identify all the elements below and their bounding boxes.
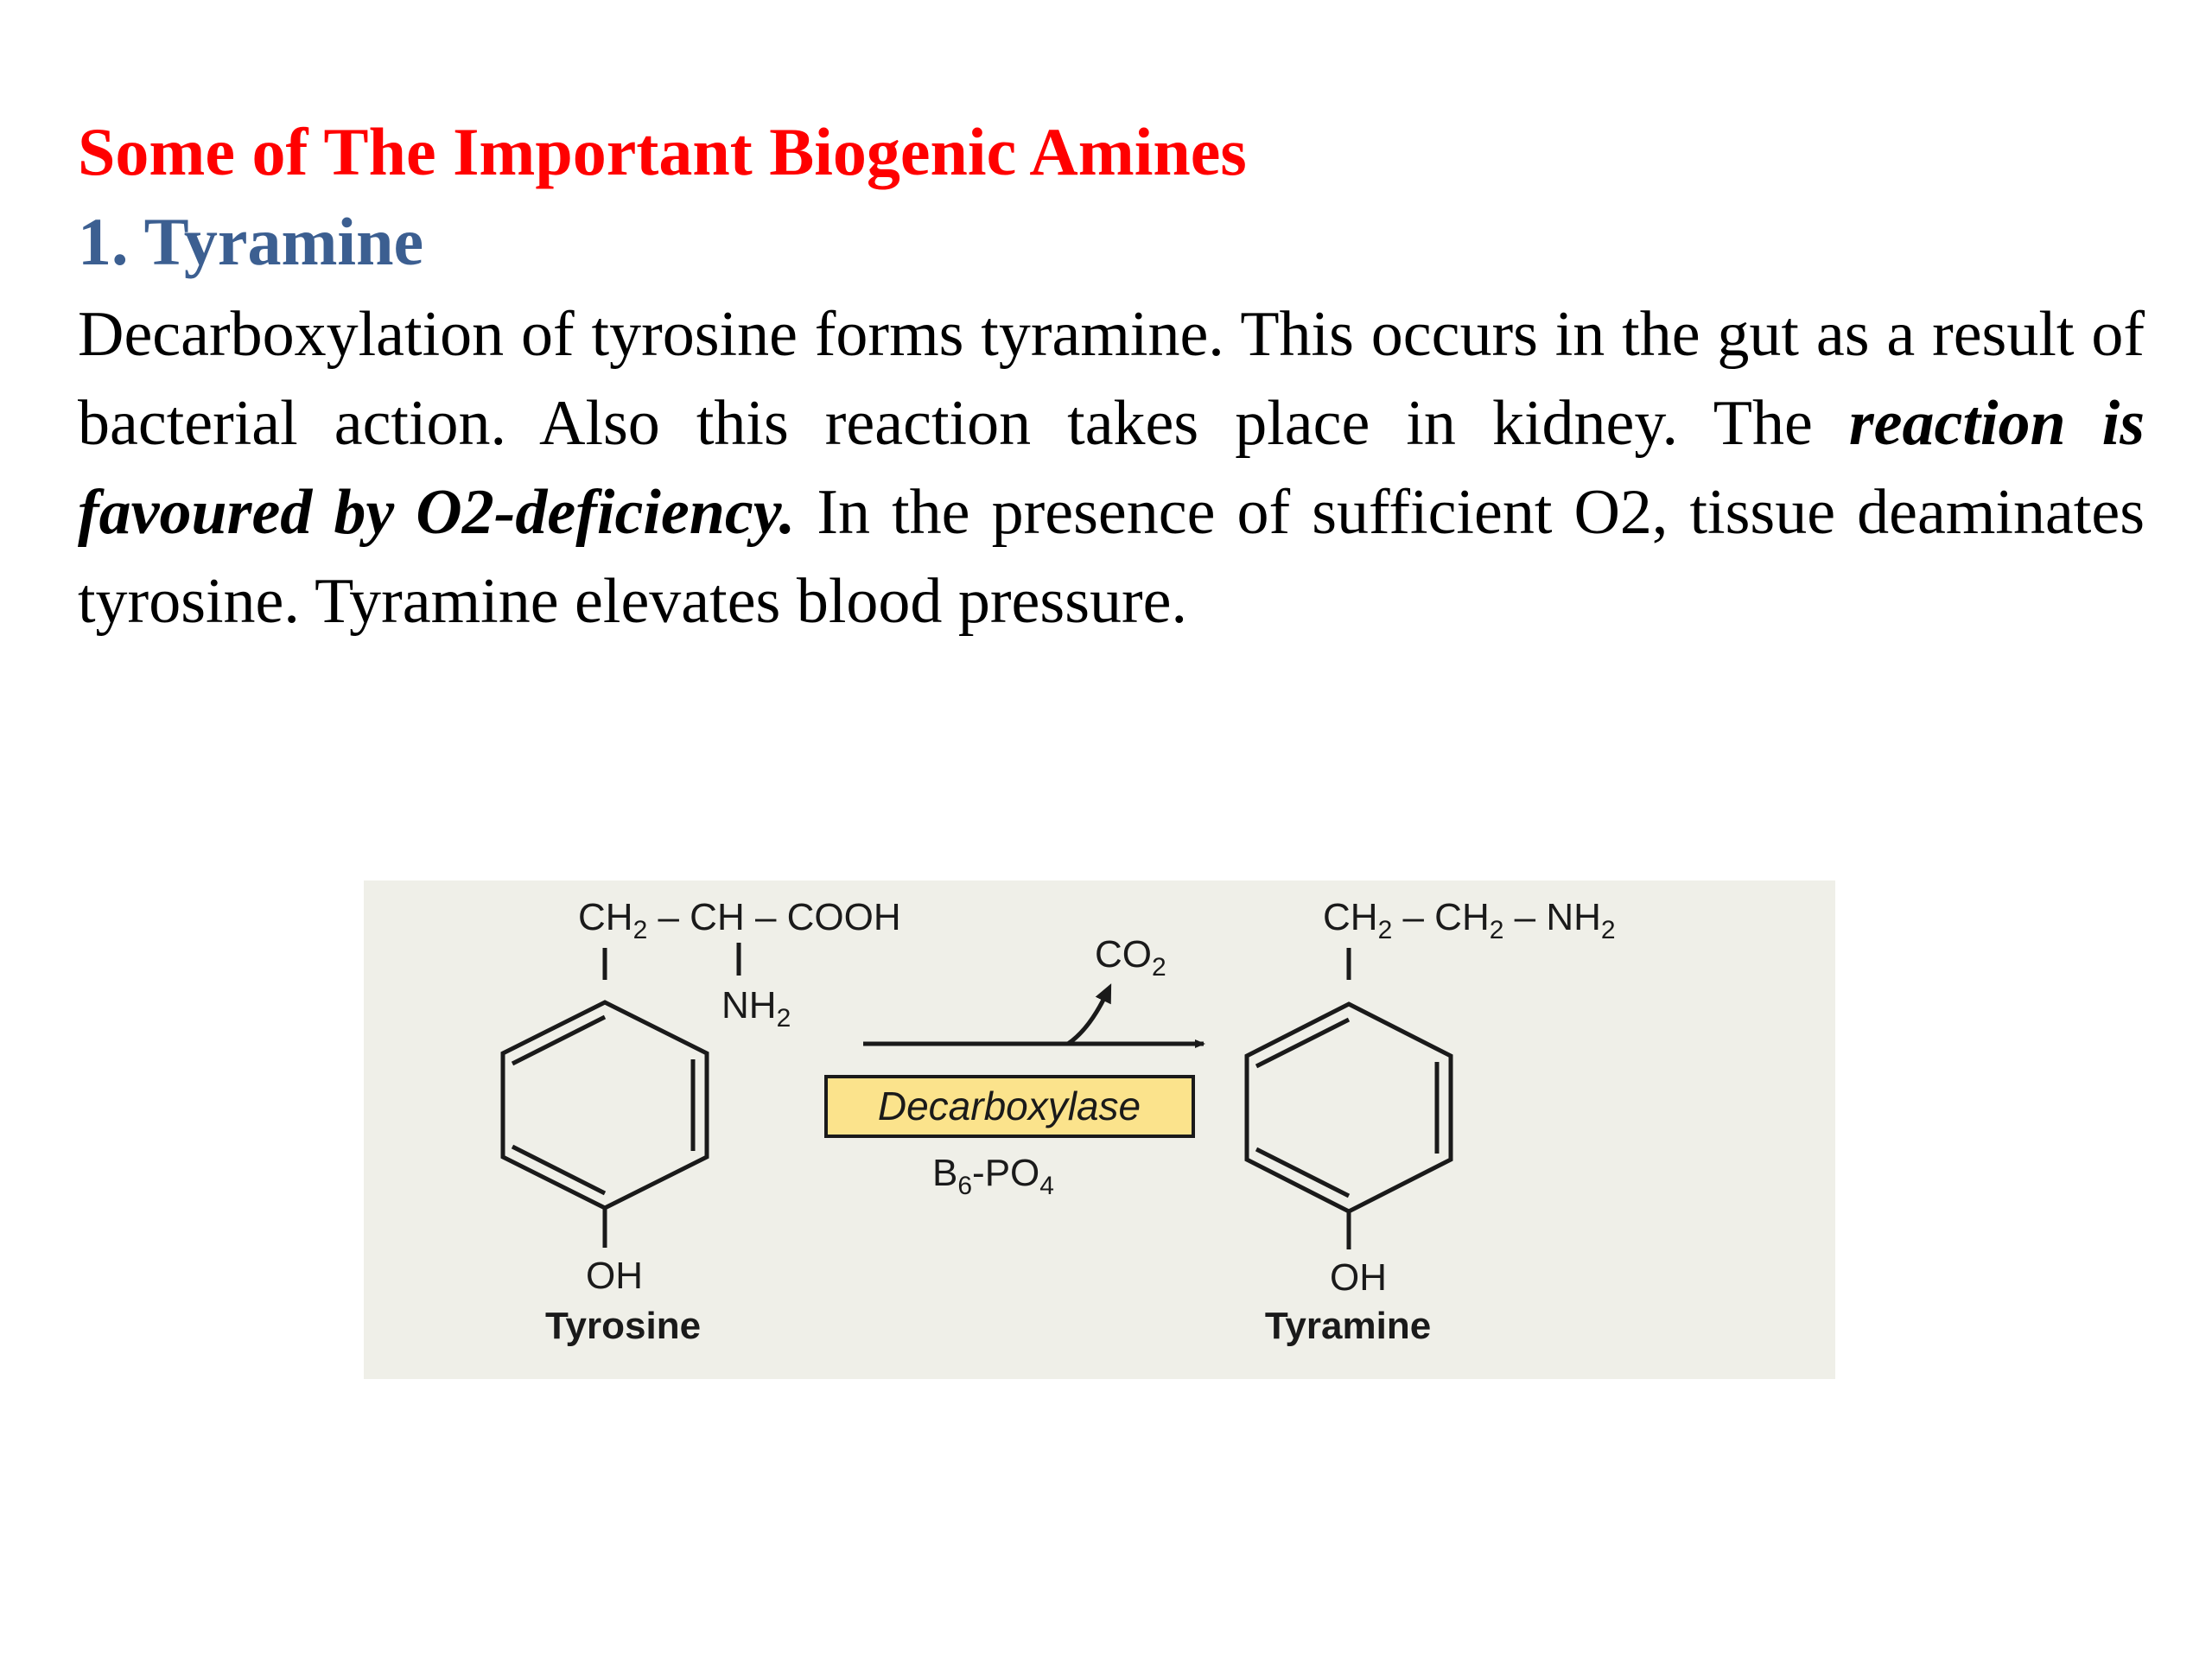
co2-byproduct: $CO_2$	[1095, 933, 1166, 982]
paragraph-text-part1: Decarboxylation of tyrosine forms tyramine. This occurs in the gut as a result of bacterial action. Also this reaction takes place in kidney. The	[78, 299, 2145, 459]
paragraph-emphasis: reaction is favoured by O2-deficiency.	[78, 388, 2145, 548]
tyramine-hydroxyl: OH	[1330, 1256, 1387, 1299]
enzyme-name: Decarboxylase	[877, 1084, 1141, 1128]
tyrosine-hydroxyl: OH	[586, 1255, 643, 1297]
body-paragraph	[78, 290, 2145, 646]
reaction-diagram-svg	[364, 880, 1835, 1379]
tyrosine-name: Tyrosine	[544, 1305, 702, 1347]
section-heading: 1. Tyramine	[78, 204, 424, 279]
tyrosine-benzene-ring	[503, 1002, 707, 1208]
tyramine-side-chain: $CH_2 - CH_2 - NH_2$	[1323, 896, 1616, 944]
tyrosine-side-chain: $CH_2$ – CH – COOH	[578, 896, 901, 944]
tyrosine-amino-group: $NH_2$	[721, 984, 791, 1033]
co2-release-arrow	[1068, 993, 1107, 1044]
slide-title: Some of The Important Biogenic Amines	[78, 114, 1247, 189]
reaction-diagram	[364, 880, 1835, 1379]
tyramine-benzene-ring	[1247, 1004, 1451, 1211]
cofactor-label: $B_6-PO_4$	[932, 1152, 1054, 1200]
tyramine-name: Tyramine	[1264, 1305, 1432, 1347]
paragraph-text-part2: In the presence of sufficient O2, tissue deaminates tyrosine. Tyramine elevates blood pressure.	[78, 477, 2145, 637]
